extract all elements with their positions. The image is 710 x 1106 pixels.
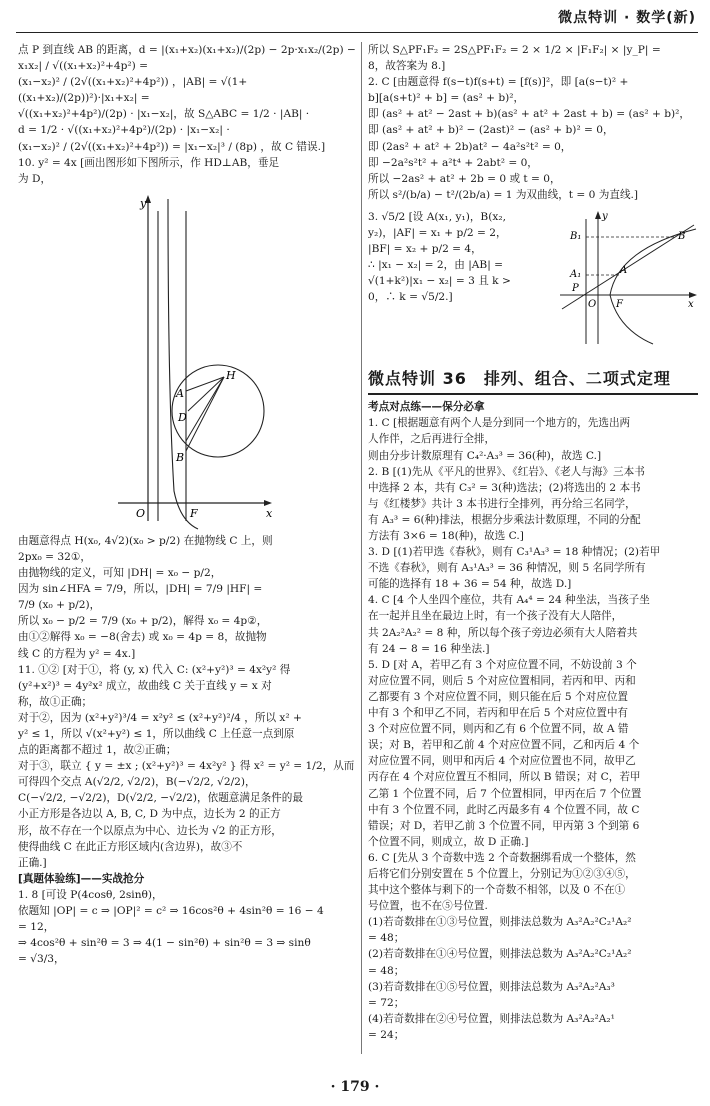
text-line: 8，故答案为 8.] (368, 60, 446, 73)
text-line: 所以 −2as² + at² + 2b = 0 或 t = 0， (368, 172, 561, 185)
fig2-label-y: y (602, 210, 608, 222)
text-line: 人作伴，之后再进行全排， (368, 433, 496, 446)
text-line: 小正方形是各边以 A, B, C, D 为中点，边长为 2 的正方 (18, 808, 281, 821)
text-line: 对于②，因为 (x²+y²)³/4 = x²y² ≤ (x²+y²)²/4 ，所以 x² + (18, 711, 302, 724)
right-block-2 (368, 209, 553, 306)
text-line: = 24； (368, 1028, 405, 1041)
text-line: 因为 sin∠HFA = 7/9，所以，|DH| = 7/9 |HF| = (18, 583, 263, 596)
text-line: 11. ①② [对于①，将 (y, x) 代入 C: (x²+y²)³ = 4x²y² 得 (18, 663, 291, 676)
text-line: 对应位置不同，则甲和丙后 4 个对应位置也不同，故甲乙 (368, 755, 636, 768)
text-line: 由①②解得 x₀ = −8(舍去) 或 x₀ = 4p = 8，故抛物 (18, 631, 267, 644)
text-line: 由抛物线的定义，可知 |DH| = x₀ − p/2， (18, 567, 222, 580)
page-header (0, 0, 710, 36)
text-line: 方法有 3×6 = 18(种)，故选 C.] (368, 530, 524, 542)
left-block-3 (18, 887, 356, 967)
text-line: |BF| = x₂ + p/2 = 4， (368, 243, 482, 256)
right-block-1 (368, 42, 698, 203)
figure-1 (18, 191, 356, 531)
text-line: 3 个对应位置不同，则丙和乙有 6 个位置不同，故 A 错 (368, 723, 629, 736)
text-line: 1. C [根据题意有两个人是分到同一个地方的，先选出两 (368, 417, 631, 430)
text-line: 6. C [先从 3 个奇数中选 2 个奇数捆绑看成一个整体，然 (368, 851, 636, 864)
text-line: 5. D [对 A，若甲乙有 3 个对应位置不同，不妨设前 3 个 (368, 658, 637, 671)
text-line: = 12， (18, 921, 55, 934)
text-line: 共 2A₂²A₂² = 8 种，所以每个孩子旁边必须有大人陪着共 (368, 626, 638, 639)
text-line: 个位置不同，则成立，故 D 正确.] (368, 835, 529, 848)
text-line: = 72； (368, 996, 405, 1009)
text-line: b][a(s+t)² + b] = (as² + b)²， (368, 92, 525, 105)
text-line: 中有 3 个和甲乙不同，若丙和甲在后 5 个对应位置中有 (368, 707, 629, 720)
text-line: 依题知 |OP| = c ⇒ |OP|² = c² ⇒ 16cos²θ + 4sin²θ = 16 − 4 (18, 905, 324, 917)
fig2-label-F: F (616, 298, 623, 310)
text-line: y₂)，|AF| = x₁ + p/2 = 2， (368, 227, 507, 240)
text-line: 丙存在 4 个对应位置互不相同，所以 B 错误；对 C，若甲 (368, 771, 641, 784)
text-line: C(−√2/2, −√2/2)，D(√2/2, −√2/2)，依题意满足条件的最 (18, 792, 303, 805)
text-line: 使得曲线 C 在此正方形区域内(含边界)，故③不 (18, 840, 243, 853)
text-line: 所以 x₀ − p/2 = 7/9 (x₀ + p/2)，解得 x₀ = 4p②， (18, 615, 268, 628)
text-line: d = 1/2 · √((x₁+x₂)²+4p²)/(2p) · |x₁−x₂| · (18, 124, 230, 137)
text-line: ⇒ 4cos²θ + sin²θ = 3 ⇒ 4(1 − sin²θ) + sin²θ = 3 ⇒ sinθ (18, 937, 311, 950)
text-line: 即 (2as² + at² + 2b)at² − 4a²s²t² = 0， (368, 140, 572, 153)
text-line: = 48； (368, 964, 405, 977)
text-line: 1. 8 [可设 P(4cosθ, 2sinθ)， (18, 888, 163, 901)
text-line: 由题意得点 H(x₀, 4√2)(x₀ > p/2) 在抛物线 C 上，则 (18, 534, 273, 547)
fig1-line-DH (188, 377, 224, 411)
section-title: 微点特训 36 排列、组合、二项式定理 (368, 367, 698, 395)
fig1-label-B: B (176, 450, 185, 464)
fig1-label-A: A (176, 386, 184, 400)
text-line: 所以 S△PF₁F₂ = 2S△PF₁F₂ = 2 × 1/2 × |F₁F₂| × |y_P| = (368, 44, 661, 56)
text-line: 3. √5/2 [设 A(x₁, y₁)，B(x₂, (368, 210, 506, 223)
text-line: 则由分步计数原理有 C₄²·A₃³ = 36(种)，故选 C.] (368, 449, 602, 462)
text-line: 错误；对 D，若甲乙前 3 个位置不同，甲丙第 3 个到第 6 (368, 819, 640, 832)
right-block-3 (368, 415, 698, 1043)
text-line: = √3/3， (18, 953, 65, 966)
fig1-label-O: O (136, 506, 146, 520)
text-line: (1)若奇数排在①③号位置，则排法总数为 A₃²A₂²C₂¹A₂² (368, 916, 632, 929)
fig2-label-B1: B₁ (570, 230, 582, 242)
text-line: (4)若奇数排在②④号位置，则排法总数为 A₃²A₂²A₂¹ (368, 1012, 615, 1025)
kaodian-title: 考点对点练——保分必拿 (368, 401, 485, 414)
text-line: 对于③，联立 { y = ±x ; (x²+y²)³ = 4x²y² } 得 x² = y² = 1/2，从而 (18, 760, 355, 773)
text-line: 点 P 到直线 AB 的距离，d = |(x₁+x₂)(x₁+x₂)/(2p) − 2p·x₁x₂/(2p) − x₁x₂| / √((x₁+x₂)²+4p²) = (18, 44, 356, 73)
column-divider (361, 42, 362, 1054)
fig1-label-y: y (140, 196, 147, 210)
fig1-x-arrow (264, 500, 272, 506)
fig2-label-x: x (688, 298, 694, 310)
fig2-label-A1: A₁ (570, 268, 582, 280)
zhenti-title: [真题体验练]——实战抢分 (18, 872, 145, 885)
text-line: 对应位置不同，则后 5 个对应位置相同，若丙和甲、丙和 (368, 674, 636, 687)
text-line: 0，∴ k = √5/2.] (368, 291, 453, 304)
fig2-line-AB (562, 225, 694, 309)
text-line: 4. C [4 个人坐四个座位，共有 A₄⁴ = 24 种坐法，当孩子坐 (368, 594, 650, 607)
text-line: 7/9 (x₀ + p/2)， (18, 599, 101, 612)
fig2-parabola (610, 229, 696, 344)
left-column (18, 42, 356, 1052)
fig1-label-F: F (190, 506, 198, 520)
text-line: 为 D， (18, 172, 52, 185)
text-line: 2. C [由题意得 f(s−t)f(s+t) = [f(s)]²，即 [a(s−t)² + (368, 76, 629, 89)
left-block-2 (18, 533, 356, 871)
fig2-label-O: O (588, 298, 597, 310)
fig2-x-arrow (689, 292, 697, 298)
text-line: (y²+x²)³ = 4y²x² 成立，故曲线 C 关于直线 y = x 对 (18, 679, 272, 692)
page-number: · 179 · (330, 1078, 380, 1095)
right-column (368, 42, 698, 1052)
text-line: 3. D [(1)若甲选《春秋》，则有 C₃¹A₃³ = 18 种情况；(2)若甲 (368, 546, 661, 559)
fig1-label-D: D (178, 410, 187, 424)
text-line: 即 −2a²s²t² + a²t⁴ + 2abt² = 0， (368, 156, 538, 169)
fig1-label-H: H (226, 368, 236, 382)
fig2-label-A: A (620, 264, 628, 276)
text-line: 称，故①正确； (18, 695, 93, 708)
fig2-y-arrow (595, 211, 601, 219)
figure-1-svg (18, 191, 348, 531)
fig1-label-x: x (266, 506, 273, 520)
text-line: 10. y² = 4x [画出图形如下图所示，作 HD⊥AB，垂足 (18, 156, 280, 169)
text-line: 点的距离都不超过 1，故②正确； (18, 744, 177, 757)
text-line: 可得四个交点 A(√2/2, √2/2)，B(−√2/2, √2/2)， (18, 776, 256, 789)
text-line: 2. B [(1)先从《平凡的世界》、《红岩》、《老人与海》三本书 (368, 465, 645, 478)
text-line: 所以 s²/(b/a) − t²/(2b/a) = 1 为双曲线，t = 0 为直线.] (368, 188, 639, 201)
text-line: √(1+k²)|x₁ − x₂| = 3 且 k > (368, 275, 511, 288)
text-line: (x₁−x₂)² / (2√((x₁+x₂)²+4p²)) = |x₁−x₂|³ / (8p) ，故 C 错误.] (18, 140, 326, 153)
text-line: 其中这个整体与剩下的一个奇数不相邻，以及 0 不在① (368, 884, 626, 897)
text-line: 后将它们分别安置在 5 个位置上，分别记为①②③④⑤， (368, 867, 636, 880)
text-line: (2)若奇数排在①④号位置，则排法总数为 A₃²A₂²C₂¹A₂² (368, 948, 632, 961)
fig1-line-BH (186, 377, 224, 441)
left-block-1 (18, 42, 356, 187)
text-line: ∴ |x₁ − x₂| = 2，由 |AB| = (368, 259, 504, 272)
text-line: 与《红楼梦》共计 3 本书进行全排列，再分给三名同学， (368, 497, 636, 510)
text-line: 乙都要有 3 个对应位置不同，则只能在后 5 个对应位置 (368, 690, 629, 703)
text-line: 形，故不存在一个以原点为中心、边长为 √2 的正方形， (18, 824, 282, 837)
text-line: 乙第 1 个位置不同，后 7 个位置相同，甲丙在后 7 个位置 (368, 787, 642, 800)
text-line: 即 (as² + at² + b)² − (2ast)² − (as² + b)² = 0， (368, 124, 614, 137)
header-brand: 微点特训 · 数学(新) (558, 10, 696, 26)
text-line: 中有 3 个位置不同，此时乙丙最多有 4 个位置不同，故 C (368, 803, 640, 816)
text-line: 在一起并且坐在最边上时，有一个孩子没有大人陪伴， (368, 610, 623, 623)
text-line: 即 (as² + at² − 2ast + b)(as² + at² + 2ast + b) = (as² + b)²， (368, 108, 690, 121)
fig1-curve (168, 199, 198, 529)
header-rule (16, 32, 698, 33)
text-line: y² ≤ 1，所以 √(x²+y²) ≤ 1，所以曲线 C 上任意一点到原 (18, 727, 295, 740)
figure-2-svg (558, 209, 698, 349)
text-line: 正确.] (18, 856, 47, 869)
text-line: (x₁−x₂)² / (2√((x₁+x₂)²+4p²)) ，|AB| = √(1+((x₁+x₂)/(2p))²)·|x₁+x₂| = (18, 76, 248, 105)
text-line: 有 A₃³ = 6(种)排法，根据分步乘法计数原理，不同的分配 (368, 513, 641, 526)
fig1-line-FH (186, 377, 224, 451)
fig2-label-B: B (678, 230, 686, 242)
text-line: 中选择 2 本，共有 C₃² = 3(种)选法；(2)将选出的 2 本书 (368, 481, 641, 494)
text-line: 号位置，也不在⑤号位置. (368, 900, 488, 913)
text-line: 可能的选择有 18 + 36 = 54 种，故选 D.] (368, 578, 572, 591)
right-q3-area (368, 209, 698, 359)
text-line: √((x₁+x₂)²+4p²)/(2p) · |x₁−x₂|，故 S△ABC = 1/2 · |AB| · (18, 108, 310, 121)
text-line: 误；对 B，若甲和乙前 4 个对应位置不同，乙和丙后 4 个 (368, 739, 640, 752)
text-line: 不选《春秋》，则有 A₃¹A₃³ = 36 种情况，则 5 名同学所有 (368, 562, 646, 575)
text-line: 线 C 的方程为 y² = 4x.] (18, 647, 136, 660)
text-line: 2px₀ = 32①， (18, 550, 91, 563)
text-line: (3)若奇数排在①⑤号位置，则排法总数为 A₃²A₂²A₃³ (368, 980, 615, 993)
fig2-label-P: P (572, 282, 579, 294)
text-line: 有 24 − 8 = 16 种坐法.] (368, 642, 490, 655)
text-line: = 48； (368, 932, 405, 945)
